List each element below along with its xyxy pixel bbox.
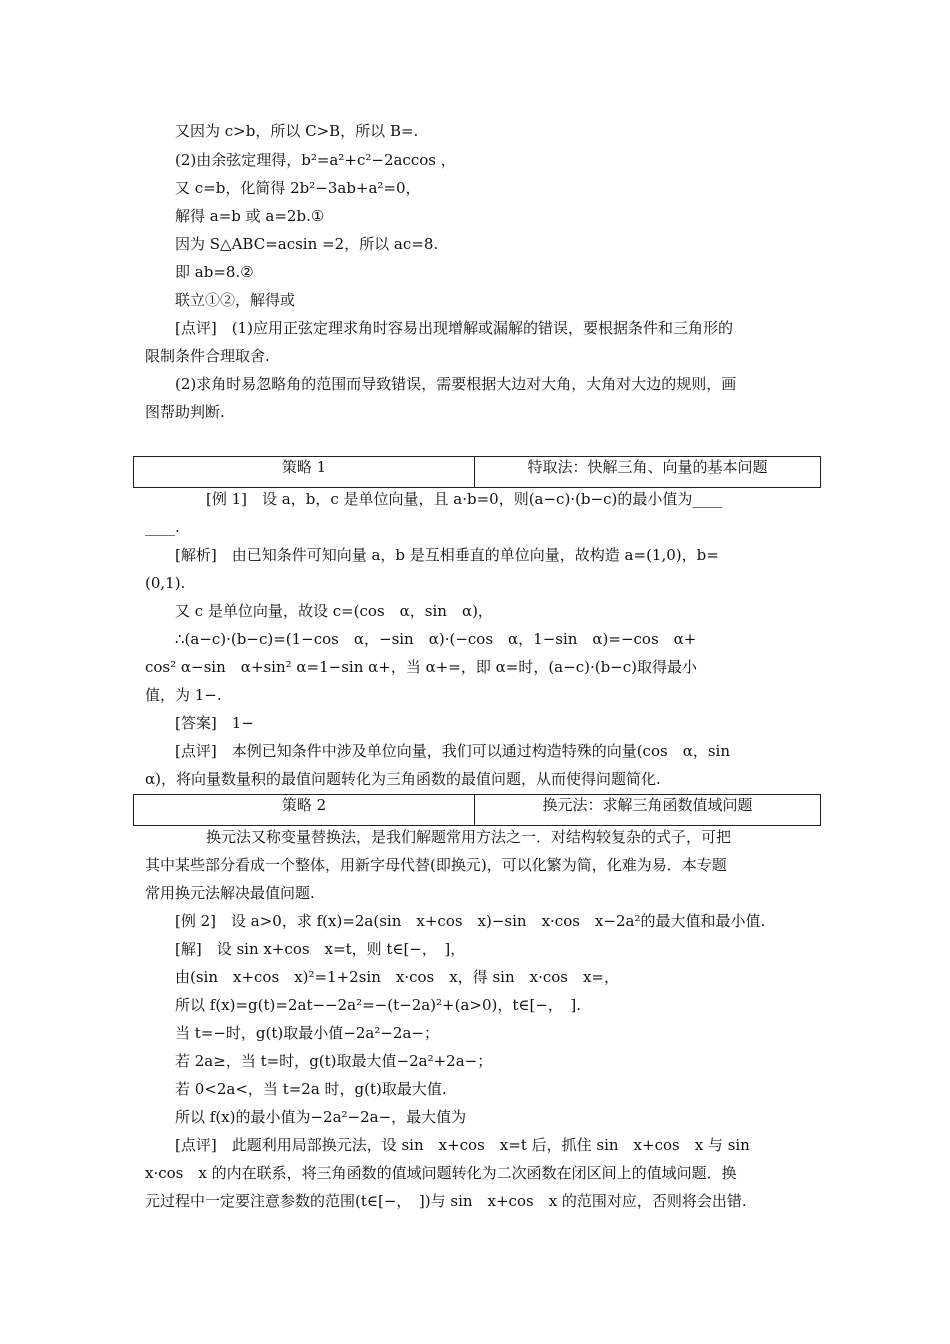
solution-line: 若 2a≥，当 t=时，g(t)取最大值−2a²+2a−；: [175, 1052, 493, 1070]
solution-line: [解] 设 sin x+cos x=t，则 t∈[−， ]，: [175, 940, 466, 958]
text-line: 即 ab=8.②: [175, 263, 254, 281]
example-1-question: [例 1] 设 a，b，c 是单位向量，且 a·b=0，则(a−c)·(b−c)的最小值为____: [206, 490, 723, 508]
analysis-line: [解析] 由已知条件可知向量 a，b 是互相垂直的单位向量，故构造 a=(1,0)，b=: [175, 546, 719, 564]
solution-line: 由(sin x+cos x)²=1+2sin x·cos x，得 sin x·cos x=，: [175, 968, 619, 986]
review-line: (2)求角时易忽略角的范围而导致错误，需要根据大边对大角，大角对大边的规则，画: [175, 375, 737, 393]
strategy-label: 策略 2: [134, 795, 475, 825]
text-line: 解得 a=b 或 a=2b.①: [175, 207, 325, 225]
review-line: [点评] 本例已知条件中涉及单位向量，我们可以通过构造特殊的向量(cos α，sin: [175, 742, 730, 760]
review-line: α)，将向量数量积的最值问题转化为三角函数的最值问题，从而使得问题简化.: [145, 770, 661, 788]
analysis-line: (0,1).: [145, 574, 186, 592]
answer-line: [答案] 1−: [175, 714, 254, 732]
review-line: 限制条件合理取舍.: [145, 347, 270, 365]
analysis-line: cos² α−sin α+sin² α=1−sin α+，当 α+=，即 α=时，(a−c)·(b−c)取得最小: [145, 658, 697, 676]
text-line: (2)由余弦定理得，b²=a²+c²−2accos ，: [175, 151, 456, 169]
example-1-question-cont: ____.: [145, 518, 180, 536]
intro-line: 常用换元法解决最值问题.: [145, 884, 315, 902]
review-line: x·cos x 的内在联系，将三角函数的值域问题转化为二次函数在闭区间上的值域问题．换: [145, 1164, 737, 1182]
strategy-2-table: [133, 794, 821, 826]
analysis-line: 又 c 是单位向量，故设 c=(cos α，sin α)，: [175, 602, 493, 620]
intro-line: 其中某些部分看成一个整体，用新字母代替(即换元)，可以化繁为简，化难为易．本专题: [145, 856, 727, 874]
example-2-question: [例 2] 设 a>0，求 f(x)=2a(sin x+cos x)−sin x·cos x−2a²的最大值和最小值.: [175, 912, 766, 930]
strategy-label: 策略 1: [134, 457, 475, 487]
solution-line: 若 0<2a<，当 t=2a 时，g(t)取最大值.: [175, 1080, 447, 1098]
review-line: [点评] (1)应用正弦定理求角时容易出现增解或漏解的错误，要根据条件和三角形的: [175, 319, 733, 337]
intro-line: 换元法又称变量替换法，是我们解题常用方法之一．对结构较复杂的式子，可把: [206, 828, 732, 846]
review-line: 图帮助判断.: [145, 403, 225, 421]
solution-line: 所以 f(x)=g(t)=2at−−2a²=−(t−2a)²+(a>0)，t∈[−， ].: [175, 996, 582, 1014]
text-line: 因为 S△ABC=acsin =2，所以 ac=8.: [175, 235, 439, 253]
review-line: [点评] 此题利用局部换元法，设 sin x+cos x=t 后，抓住 sin x+cos x 与 sin: [175, 1136, 750, 1154]
analysis-line: 值，为 1−.: [145, 686, 222, 704]
text-line: 又 c=b，化简得 2b²−3ab+a²=0，: [175, 179, 421, 197]
review-line: 元过程中一定要注意参数的范围(t∈[−， ])与 sin x+cos x 的范围对应，否则将会出错.: [145, 1192, 747, 1210]
solution-line: 当 t=−时，g(t)取最小值−2a²−2a−；: [175, 1024, 439, 1042]
analysis-line: ∴(a−c)·(b−c)=(1−cos α，−sin α)·(−cos α，1−sin α)=−cos α+: [175, 630, 697, 648]
text-line: 又因为 c>b，所以 C>B，所以 B=.: [175, 122, 419, 140]
strategy-title: 换元法：求解三角函数值域问题: [542, 796, 753, 814]
text-line: 联立①②，解得或: [175, 291, 296, 309]
strategy-1-table: [133, 456, 821, 488]
solution-line: 所以 f(x)的最小值为−2a²−2a−，最大值为: [175, 1108, 467, 1126]
strategy-title: 特取法：快解三角、向量的基本问题: [527, 458, 768, 476]
